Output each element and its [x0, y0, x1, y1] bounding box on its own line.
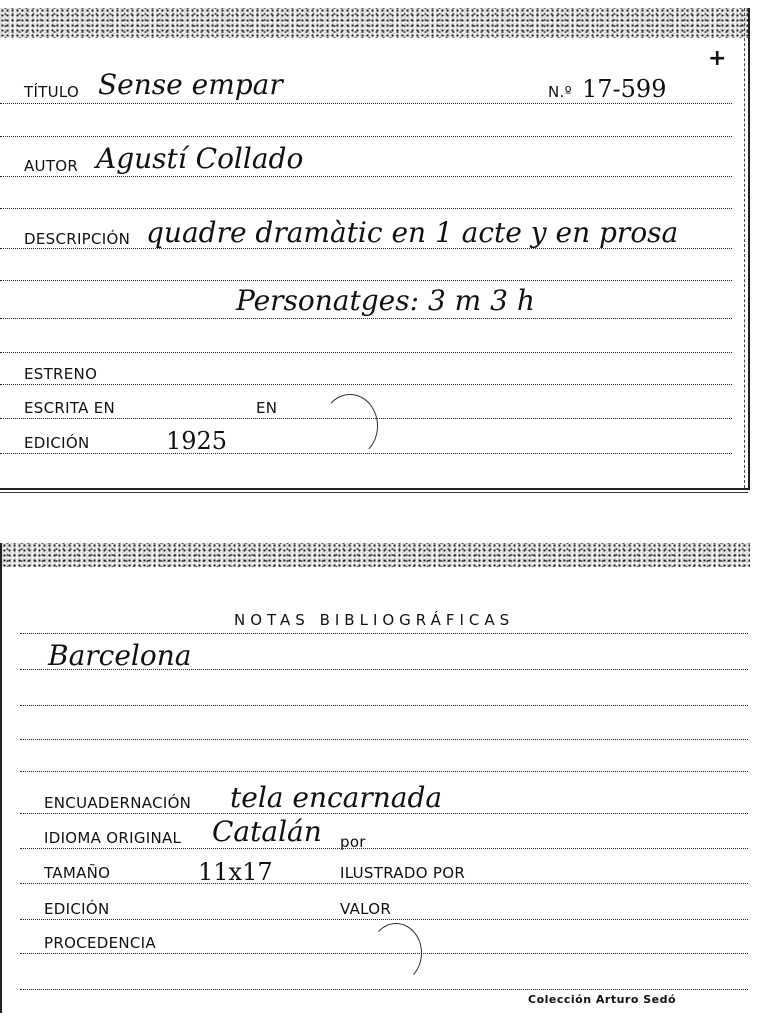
corner-mark: +	[708, 46, 727, 71]
card-top-texture	[2, 543, 750, 567]
idioma-label: IDIOMA ORIGINAL	[44, 829, 182, 847]
rule	[0, 248, 732, 249]
titulo-label: TÍTULO	[24, 83, 80, 101]
descripcion-value: quadre dramàtic en 1 acte y en prosa	[146, 216, 679, 249]
escrita-en-label: ESCRITA EN	[24, 399, 116, 417]
rule	[20, 633, 748, 634]
numero-label: N.º	[548, 83, 572, 101]
rule	[0, 453, 732, 454]
edicion-value: 1925	[166, 427, 228, 455]
rule	[20, 883, 748, 884]
procedencia-label: PROCEDENCIA	[44, 934, 156, 952]
idioma-value: Catalán	[212, 815, 322, 848]
rule	[0, 208, 732, 209]
rule	[20, 771, 748, 772]
rule	[20, 919, 748, 920]
numero-value: 17-599	[582, 75, 667, 103]
rule	[20, 705, 748, 706]
notas-value: Barcelona	[48, 639, 192, 672]
rule	[0, 136, 732, 137]
rule	[20, 848, 748, 849]
tamano-label: TAMAÑO	[44, 864, 111, 882]
autor-label: AUTOR	[24, 157, 79, 175]
card-top-texture	[0, 8, 748, 38]
rule	[0, 103, 732, 104]
autor-value: Agustí Collado	[96, 142, 304, 175]
rule	[20, 739, 748, 740]
card-separator	[0, 492, 748, 493]
ilustrado-label: ILUSTRADO POR	[340, 864, 466, 882]
stamp-circle	[370, 923, 422, 983]
stamp-circle	[322, 394, 378, 458]
edicion2-label: EDICIÓN	[44, 900, 110, 918]
estreno-label: ESTRENO	[24, 365, 98, 383]
rule	[0, 318, 732, 319]
edicion-label: EDICIÓN	[24, 434, 90, 452]
catalog-card-back	[0, 543, 750, 1013]
rule	[0, 176, 732, 177]
rule	[20, 989, 748, 990]
rule	[20, 813, 748, 814]
card-edge	[744, 8, 745, 488]
catalog-card-front	[0, 8, 750, 490]
tamano-value: 11x17	[198, 858, 273, 886]
collection-footer: Colección Arturo Sedó	[528, 993, 677, 1006]
rule	[0, 352, 732, 353]
en-label: EN	[256, 399, 278, 417]
titulo-value: Sense empar	[98, 68, 283, 101]
notas-heading: NOTAS BIBLIOGRÁFICAS	[234, 611, 515, 629]
por-label: por	[340, 833, 366, 851]
rule	[20, 669, 748, 670]
encuadernacion-value: tela encarnada	[230, 781, 443, 814]
rule	[0, 280, 732, 281]
rule	[0, 384, 732, 385]
valor-label: VALOR	[340, 900, 392, 918]
encuadernacion-label: ENCUADERNACIÓN	[44, 794, 192, 812]
descripcion-label: DESCRIPCIÓN	[24, 230, 131, 248]
personajes-value: Personatges: 3 m 3 h	[236, 284, 535, 317]
